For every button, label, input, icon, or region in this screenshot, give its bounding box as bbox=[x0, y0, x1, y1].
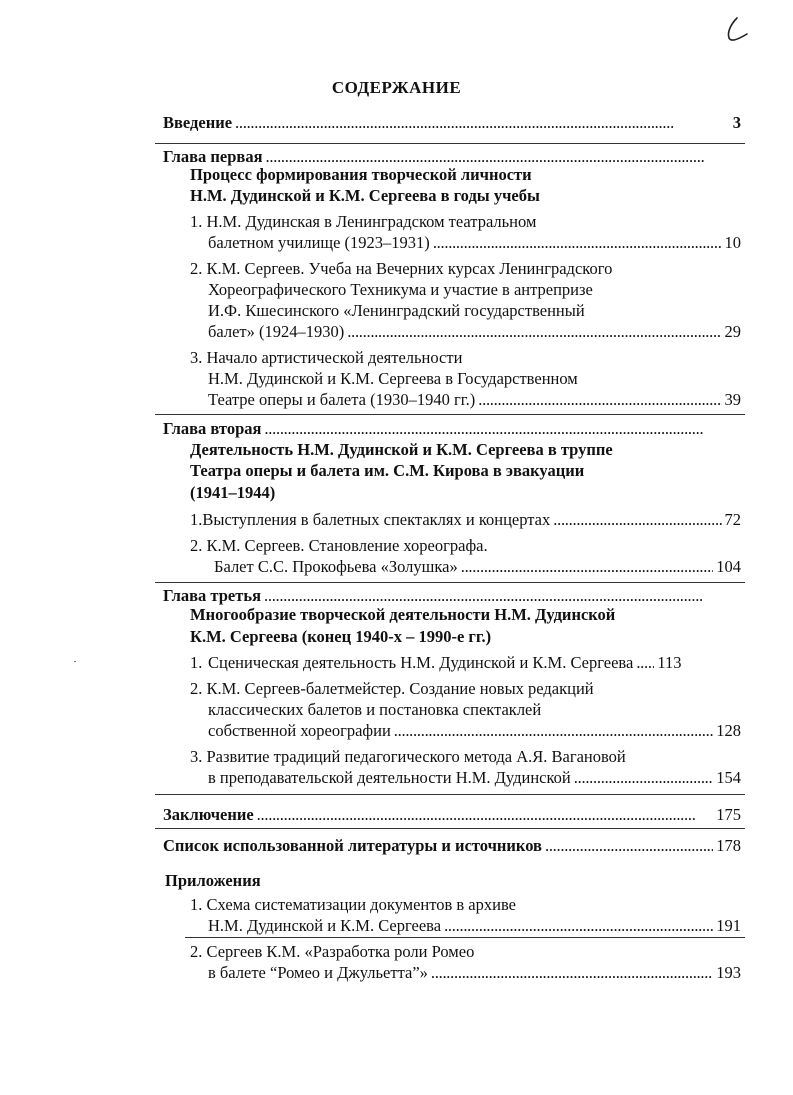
section-title-line: Развитие традиций педагогического метода А.Я. Вагановой bbox=[206, 747, 626, 766]
appendix-entry-last-line[interactable] bbox=[208, 962, 741, 984]
section-title-line: Начало артистической деятельности bbox=[206, 348, 463, 367]
section-entry[interactable] bbox=[190, 678, 594, 700]
leader-dots bbox=[553, 509, 721, 531]
section-entry-last-line[interactable] bbox=[208, 232, 741, 254]
leader-dots bbox=[257, 804, 714, 826]
divider bbox=[185, 937, 745, 938]
section-number: 2. bbox=[190, 536, 203, 555]
appendix-entry-last-line[interactable] bbox=[208, 915, 741, 937]
chapter-heading-2[interactable] bbox=[163, 418, 741, 440]
section-number: 2. bbox=[190, 679, 203, 698]
chapter-title-line: Процесс формирования творческой личности bbox=[190, 165, 532, 184]
leader-dots bbox=[431, 962, 713, 984]
page-number: 113 bbox=[657, 653, 682, 672]
leader-dots bbox=[264, 418, 738, 440]
section-title-line: К.М. Сергеев-балетмейстер. Создание новых редакций bbox=[206, 679, 594, 698]
section-entry-last-line[interactable] bbox=[208, 321, 741, 343]
leader-dots bbox=[235, 112, 730, 134]
page-number: 175 bbox=[716, 805, 741, 824]
toc-entry-label: Список использованной литературы и источников bbox=[163, 836, 542, 855]
appendix-title-line: в балете “Ромео и Джульетта”» bbox=[208, 963, 428, 982]
section-entry-last-line[interactable] bbox=[208, 389, 741, 411]
appendix-entry[interactable] bbox=[190, 894, 516, 916]
leader-dots bbox=[478, 389, 721, 411]
toc-entry-intro[interactable] bbox=[163, 112, 741, 134]
appendix-number: 2. bbox=[190, 942, 203, 961]
leader-dots bbox=[444, 915, 713, 937]
section-title-line: Балет С.С. Прокофьева «Золушка» bbox=[214, 557, 458, 576]
chapter-title-line: К.М. Сергеева (конец 1940-х – 1990-е гг.) bbox=[190, 627, 492, 646]
section-entry[interactable] bbox=[190, 535, 488, 557]
section-title-line: Сценическая деятельность Н.М. Дудинской и К.М. Сергеева bbox=[208, 653, 634, 672]
scan-speck bbox=[74, 661, 76, 662]
page-number: 128 bbox=[716, 721, 741, 740]
section-entry[interactable] bbox=[190, 509, 741, 531]
divider bbox=[155, 828, 745, 829]
section-entry[interactable] bbox=[190, 652, 741, 674]
toc-entry-bibliography[interactable] bbox=[163, 835, 741, 857]
page-number: 193 bbox=[716, 963, 741, 982]
page-number: 72 bbox=[724, 510, 741, 529]
appendix-title-line: Схема систематизации документов в архиве bbox=[206, 895, 516, 914]
chapter-title-line: (1941–1944) bbox=[190, 483, 276, 502]
section-title-line: Хореографического Техникума и участие в антрепризе bbox=[208, 280, 593, 299]
leader-dots bbox=[347, 321, 721, 343]
appendix-number: 1. bbox=[190, 895, 203, 914]
section-title-line: Выступления в балетных спектаклях и концертах bbox=[202, 510, 551, 529]
page-title: СОДЕРЖАНИЕ bbox=[331, 78, 462, 97]
section-number: 2. bbox=[190, 259, 203, 278]
section-entry[interactable] bbox=[190, 211, 536, 233]
section-entry-last-line[interactable] bbox=[208, 767, 741, 789]
section-title-line: Н.М. Дудинская в Ленинградском театральном bbox=[206, 212, 537, 231]
section-entry[interactable] bbox=[190, 347, 462, 369]
leader-dots bbox=[545, 835, 713, 857]
section-number: 1. bbox=[190, 510, 203, 529]
section-entry-last-line[interactable] bbox=[214, 556, 741, 578]
section-title-line: балет» (1924–1930) bbox=[208, 322, 345, 341]
section-entry-last-line[interactable] bbox=[208, 720, 741, 742]
divider bbox=[155, 143, 745, 144]
leader-dots bbox=[574, 767, 713, 789]
chapter-label: Глава третья bbox=[163, 586, 261, 605]
section-entry[interactable] bbox=[190, 258, 612, 280]
divider bbox=[155, 582, 745, 583]
section-number: 3. bbox=[190, 348, 203, 367]
section-title-line: в преподавательской деятельности Н.М. Дудинской bbox=[208, 768, 571, 787]
page-number: 104 bbox=[716, 557, 741, 576]
divider bbox=[155, 414, 745, 415]
leader-dots bbox=[433, 232, 722, 254]
page-number: 191 bbox=[716, 916, 741, 935]
section-title-line: классических балетов и постановка спектаклей bbox=[208, 700, 542, 719]
toc-entry-label: Введение bbox=[163, 113, 233, 132]
section-title-line: собственной хореографии bbox=[208, 721, 391, 740]
appendices-heading[interactable]: Приложения bbox=[165, 871, 261, 890]
section-number: 1. bbox=[190, 653, 203, 672]
section-number: 1. bbox=[190, 212, 203, 231]
section-title-line: Н.М. Дудинской и К.М. Сергеева в Государственном bbox=[208, 369, 578, 388]
section-title-line: К.М. Сергеев. Становление хореографа. bbox=[206, 536, 488, 555]
leader-dots bbox=[636, 652, 654, 674]
appendix-entry[interactable] bbox=[190, 941, 474, 963]
page-number: 10 bbox=[724, 233, 741, 252]
section-entry[interactable] bbox=[190, 746, 626, 768]
chapter-label: Глава первая bbox=[163, 147, 263, 166]
section-title-line: балетном училище (1923–1931) bbox=[208, 233, 430, 252]
page-number: 29 bbox=[724, 322, 741, 341]
leader-dots bbox=[461, 556, 714, 578]
appendix-title-line: Сергеев К.М. «Разработка роли Ромео bbox=[206, 942, 475, 961]
section-title-line: Театре оперы и балета (1930–1940 гг.) bbox=[208, 390, 476, 409]
chapter-title-line: Н.М. Дудинской и К.М. Сергеева в годы учебы bbox=[190, 186, 540, 205]
chapter-title-line: Театра оперы и балета им. С.М. Кирова в эвакуации bbox=[190, 461, 585, 480]
toc-entry-label: Заключение bbox=[163, 805, 254, 824]
appendix-title-line: Н.М. Дудинской и К.М. Сергеева bbox=[208, 916, 442, 935]
chapter-label: Глава вторая bbox=[163, 419, 262, 438]
divider bbox=[155, 794, 745, 795]
page-number: 154 bbox=[716, 768, 741, 787]
section-number: 3. bbox=[190, 747, 203, 766]
page-number: 39 bbox=[724, 390, 741, 409]
section-title-line: К.М. Сергеев. Учеба на Вечерних курсах Ленинградского bbox=[206, 259, 613, 278]
chapter-title-line: Многообразие творческой деятельности Н.М. Дудинской bbox=[190, 605, 616, 624]
chapter-title-line: Деятельность Н.М. Дудинской и К.М. Сергеева в труппе bbox=[190, 440, 613, 459]
leader-dots bbox=[394, 720, 713, 742]
toc-entry-conclusion[interactable] bbox=[163, 804, 741, 826]
page-number: 178 bbox=[716, 836, 741, 855]
page-number: 3 bbox=[732, 113, 741, 132]
section-title-line: И.Ф. Кшесинского «Ленинградский государственный bbox=[208, 301, 585, 320]
